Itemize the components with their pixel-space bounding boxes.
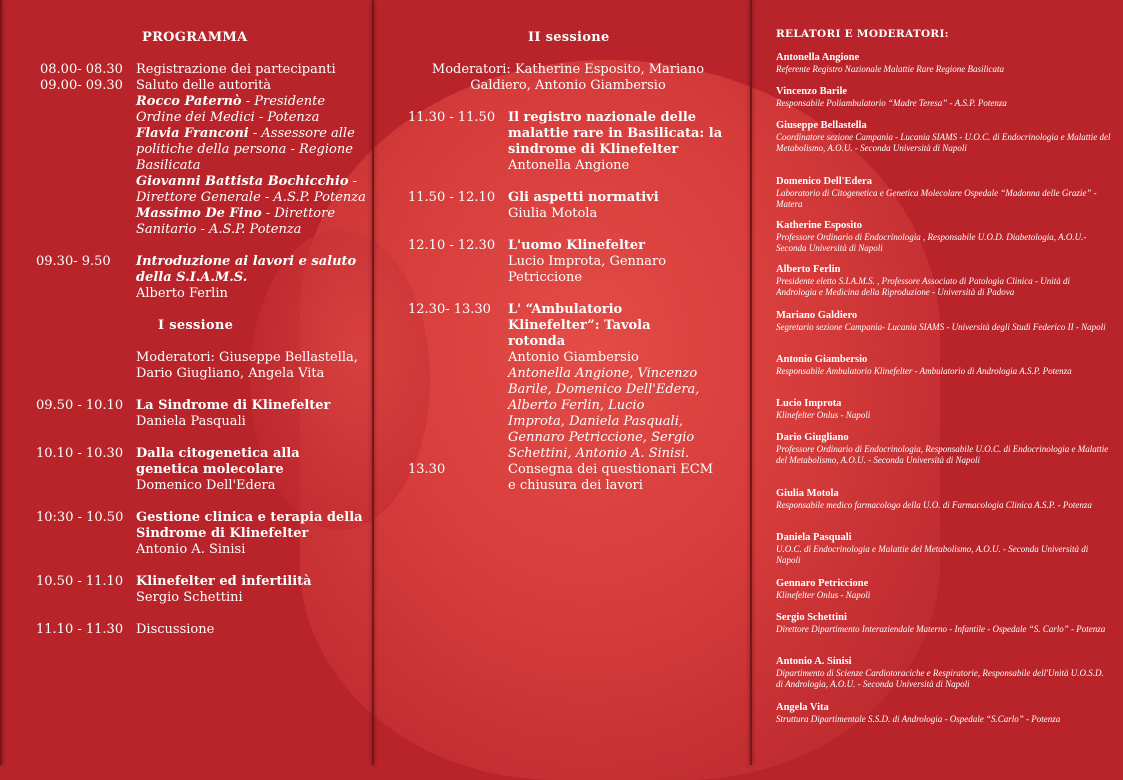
- speaker-name: Gennaro Petriccione: [776, 578, 869, 589]
- speaker-affiliation: Dipartimento di Scienze Cardiotoraciche e Respiratorie, Responsabile dell'Unità U.O.S.D. di Andrologia, A.O.U. - Seconda Università di Napoli: [776, 668, 1104, 689]
- speaker-affiliation: Coordinatore sezione Campania - Lucania SIAMS - U.O.C. di Endocrinologia e Malattie del Metabolismo, A.O.U. - Seconda Università di Napoli: [776, 132, 1111, 153]
- speaker-entry: [776, 578, 1111, 601]
- speaker-affiliation: U.O.C. di Endocrinologia e Malattie del Metabolismo, A.O.U. - Seconda Università di Napoli: [776, 544, 1089, 565]
- speaker-affiliation: Responsabile Poliambulatorio “Madre Teresa” - A.S.P. Potenza: [776, 98, 1007, 108]
- session-1-heading: I sessione: [158, 318, 234, 333]
- speaker-name: Antonio Giambersio: [776, 354, 868, 365]
- session-1-moderators: Moderatori: Giuseppe Bellastella, Dario Giugliano, Angela Vita: [136, 350, 358, 381]
- speaker-entry: [776, 120, 1111, 153]
- speaker-affiliation: Struttura Dipartimentale S.S.D. di Andrologia - Ospedale “S.Carlo” - Potenza: [776, 714, 1061, 724]
- speaker-affiliation: Referente Registro Nazionale Malattie Rare Regione Basilicata: [776, 64, 1004, 74]
- speaker-name: Dario Giugliano: [776, 432, 849, 443]
- speaker-name: Daniela Pasquali: [776, 532, 852, 543]
- speaker-entry: [776, 220, 1111, 253]
- fold-line-1: [372, 0, 374, 765]
- speaker-entry: [776, 488, 1111, 511]
- speaker-entry: [776, 432, 1111, 465]
- speaker-name: Domenico Dell'Edera: [776, 176, 872, 187]
- speaker-name: Giulia Motola: [776, 488, 839, 499]
- speaker-name: Angela Vita: [776, 702, 829, 713]
- speaker-entry: [776, 52, 1111, 75]
- speaker-affiliation: Klinefelter Onlus - Napoli: [776, 410, 871, 420]
- speaker-entry: [776, 310, 1111, 333]
- speaker-affiliation: Professore Ordinario di Endocrinologia , Responsabile U.O.D. Diabetologia, A.O.U.- Seconda Università di Napoli: [776, 232, 1087, 253]
- speakers-heading: RELATORI E MODERATORI:: [776, 28, 949, 40]
- speaker-entry: [776, 612, 1111, 635]
- speaker-name: Sergio Schettini: [776, 612, 847, 623]
- speaker-affiliation: Responsabile medico farmacologo della U.O. di Farmacologia Clinica A.S.P. - Potenza: [776, 500, 1092, 510]
- speaker-entry: [776, 656, 1111, 689]
- speaker-entry: [776, 176, 1111, 209]
- speaker-affiliation: Laboratorio di Citogenetica e Genetica Molecolare Ospedale “Madonna delle Grazie” - Matera: [776, 188, 1097, 209]
- speaker-name: Giuseppe Bellastella: [776, 120, 867, 131]
- session-2-panel: II sessione Moderatori: Katherine Esposito, Mariano Galdiero, Antonio Giambersio 11.30 - 11.50 Il registro nazionale delle malattie rare in Basilicata: la sindrome di Klinefelter Antonella Angione 11.50 - 12.10 Gli aspetti normativi Giulia Motola 12.10 - 12.30 L'uomo Klinefelter Lucio Improta, Gennaro Petriccione 12.30- 13.30 L' “Ambulatorio Klinefelter”: Tavola rotonda Antonio Giambersio Antonella Angione, Vincenzo Barile, Domenico Dell'Edera, Alberto Ferlin, Lucio Improta, Daniela Pasquali, Gennaro Petriccione, Sergio Schettini, Antonio A. Sinisi. 13.30 Consegna dei questionari ECM e chiusura dei lavori: [408, 0, 738, 765]
- speaker-affiliation: Professore Ordinario di Endocrinologia, Responsabile U.O.C. di Endocrinologia e Malattie del Metabolismo, A.O.U. - Seconda Università di Napoli: [776, 444, 1109, 465]
- speaker-entry: [776, 532, 1111, 565]
- programma-panel: PROGRAMMA 08.00- 08.30 Registrazione dei partecipanti 09.00- 09.30 Saluto delle autorità Rocco Paternò - Presidente Ordine dei Medici - Potenza Flavia Franconi - Assessore alle politiche della persona - Regione Basilicata Giovanni Battista Bochicchio - Direttore Generale - A.S.P. Potenza Massimo De Fino - Direttore Sanitario - A.S.P. Potenza 09.30- 9.50 Introduzione ai lavori e saluto della S.I.A.M.S. Alberto Ferlin I sessione Moderatori: Giuseppe Bellastella, Dario Giugliano, Angela Vita 09.50 - 10.10 La Sindrome di Klinefelter Daniela Pasquali 10.10 - 10.30 Dalla citogenetica alla genetica molecolare Domenico Dell'Edera 10:30 - 10.50 Gestione clinica e terapia della Sindrome di Klinefelter Antonio A. Sinisi 10.50 - 11.10 Klinefelter ed infertilità Sergio Schettini 11.10 - 11.30 Discussione: [36, 30, 366, 637]
- page-edge-left: [0, 0, 2, 765]
- speaker-affiliation: Presidente eletto S.I.A.M.S. , Professore Associato di Patologia Clinica - Unità di Andrologia e Medicina della Riproduzione - Università di Padova: [776, 276, 1071, 297]
- speaker-affiliation: Responsabile Ambulatorio Klinefelter - Ambulatorio di Andrologia A.S.P. Potenza: [776, 366, 1072, 376]
- speaker-name: Lucio Improta: [776, 398, 842, 409]
- speaker-name: Alberto Ferlin: [776, 264, 841, 275]
- speaker-affiliation: Direttore Dipartimento Interaziendale Materno - Infantile - Ospedale “S. Carlo” - Potenza: [776, 624, 1106, 634]
- fold-line-2: [750, 0, 752, 765]
- session-2-moderators: Moderatori: Katherine Esposito, Mariano Galdiero, Antonio Giambersio: [431, 62, 705, 93]
- speaker-entry: [776, 354, 1111, 377]
- speaker-name: Katherine Esposito: [776, 220, 863, 231]
- speaker-entry: [776, 702, 1111, 725]
- speaker-entry: [776, 264, 1111, 297]
- speaker-affiliation: Klinefelter Onlus - Napoli: [776, 590, 871, 600]
- speaker-affiliation: Segretario sezione Campania- Lucania SIAMS - Università degli Studi Federico II - Napoli: [776, 322, 1106, 332]
- session-2-heading: II sessione: [528, 30, 610, 45]
- speaker-name: Mariano Galdiero: [776, 310, 858, 321]
- speaker-entry: [776, 86, 1111, 109]
- speaker-entry: [776, 398, 1111, 421]
- speaker-name: Antonio A. Sinisi: [776, 656, 852, 667]
- speaker-name: Vincenzo Barile: [776, 86, 848, 97]
- programma-heading: PROGRAMMA: [142, 30, 248, 45]
- speaker-name: Antonella Angione: [776, 52, 860, 63]
